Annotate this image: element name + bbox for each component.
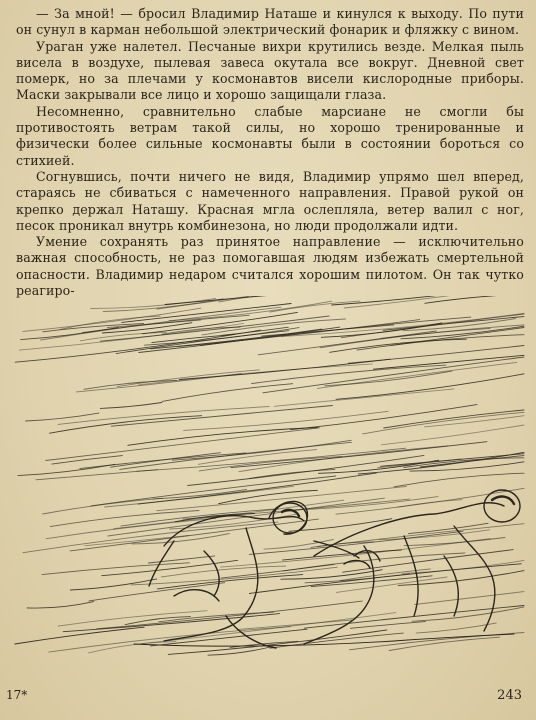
paragraph-3: Несомненно, сравнительно слабые марсиане не смогли бы противостоять ветрам такой силы, но хорошо тренированные и физически более сильные космонавты были в состоянии бороться со стихией. bbox=[16, 103, 524, 168]
paragraph-5: Умение сохранять раз принятое направление — исключительно важная способность, не раз помогавшая людям избежать смертельной опасности. Владимир недаром считался хорошим пилотом. Он так чутко реагиро- bbox=[16, 234, 524, 299]
sandstorm-illustration bbox=[14, 296, 526, 678]
signature-mark: 17* bbox=[6, 688, 28, 702]
paragraph-2: Ураган уже налетел. Песчаные вихри крутились везде. Мелкая пыль висела в воздухе, пылевая завеса окутала все вокруг. Дневной свет померк, но за плечами у космонавтов висели кислородные приборы. Маски закрывали все лицо и хорошо защищали глаза. bbox=[16, 38, 524, 103]
paragraph-4: Согнувшись, почти ничего не видя, Владимир упрямо шел вперед, стараясь не сбиваться с намеченного направления. Правой рукой он крепко держал Наташу. Красная мгла ослепляла, ветер валил с ног, песок проникал внутрь комбинезона, но люди продолжали идти. bbox=[16, 168, 524, 233]
paragraph-1: — За мной! — бросил Владимир Наташе и кинулся к выходу. По пути он сунул в карман небольшой электрический фонарик и фляжку с вином. bbox=[16, 6, 524, 38]
page-number: 243 bbox=[497, 688, 522, 703]
body-text bbox=[16, 6, 524, 299]
